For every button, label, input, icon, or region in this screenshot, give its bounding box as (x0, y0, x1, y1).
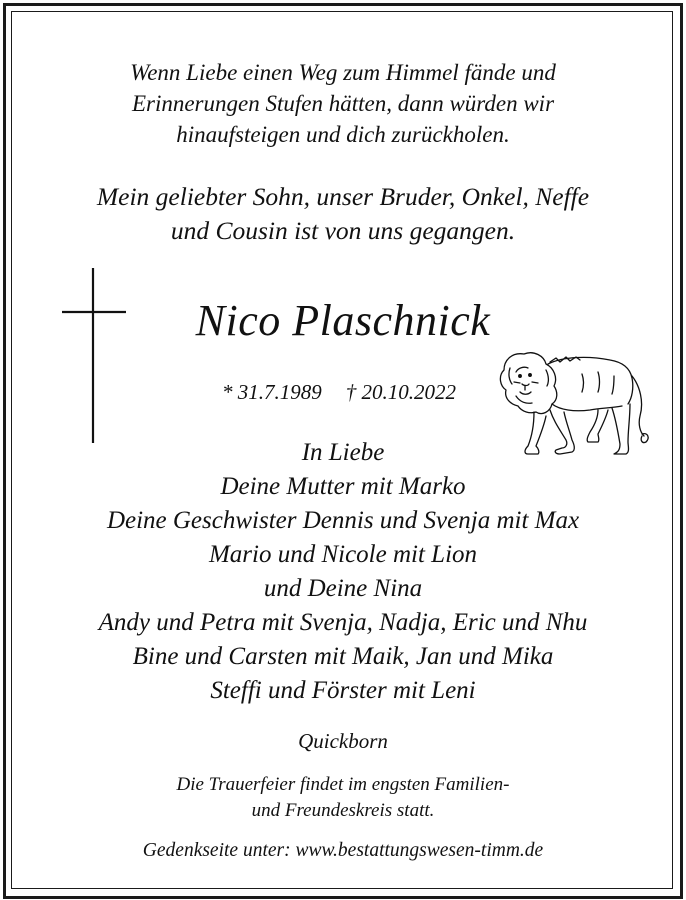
mourner-line: Steffi und Förster mit Leni (210, 677, 476, 704)
place: Quickborn (298, 729, 388, 753)
mourner-line: Mario und Nicole mit Lion (208, 541, 478, 568)
funeral-note (0, 772, 686, 824)
mourner-line: Andy und Petra mit Svenja, Nadja, Eric und Nhu (98, 609, 588, 636)
deceased-name: Nico Plaschnick (195, 296, 491, 345)
announcement-line: Mein geliebter Sohn, unser Bruder, Onkel, Neffe (96, 182, 590, 211)
mourner-line: Deine Mutter mit Marko (220, 473, 466, 500)
poem-line: Erinnerungen Stufen hätten, dann würden wir (131, 91, 555, 116)
poem-line: hinaufsteigen und dich zurückholen. (176, 122, 510, 147)
birth-date: * 31.7.1989 (222, 380, 322, 404)
mourners-list (0, 436, 686, 708)
memorial-page-link: Gedenkseite unter: www.bestattungswesen-timm.de (142, 840, 544, 861)
poem-line: Wenn Liebe einen Weg zum Himmel fände und (130, 60, 556, 85)
mourner-line: In Liebe (301, 439, 385, 466)
funeral-note-line: und Freundeskreis statt. (251, 800, 435, 821)
announcement-line: und Cousin ist von uns gegangen. (170, 216, 516, 245)
mourner-line: und Deine Nina (263, 575, 423, 602)
funeral-note-line: Die Trauerfeier findet im engsten Familien- (176, 774, 510, 795)
death-date: † 20.10.2022 (345, 380, 456, 404)
poem (0, 57, 686, 150)
mourner-line: Deine Geschwister Dennis und Svenja mit Max (106, 507, 580, 534)
mourner-line: Bine und Carsten mit Maik, Jan und Mika (132, 643, 554, 670)
announcement (0, 180, 686, 248)
